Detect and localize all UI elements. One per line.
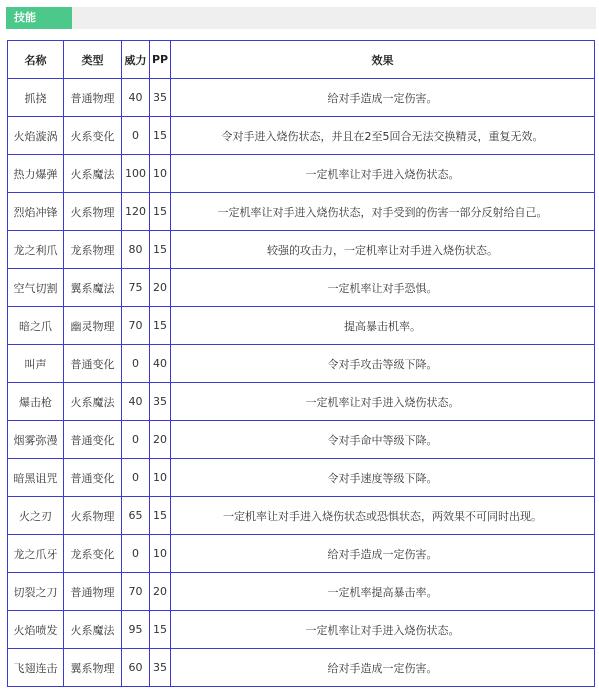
skill-type-cell: 龙系物理 (64, 231, 122, 269)
skill-power-cell: 0 (122, 117, 150, 155)
skill-power-cell: 120 (122, 193, 150, 231)
skill-type-cell: 普通物理 (64, 573, 122, 611)
skill-effect-cell: 令对手命中等级下降。 (171, 421, 595, 459)
skill-power-cell: 70 (122, 573, 150, 611)
skill-power-cell: 70 (122, 307, 150, 345)
skill-name-cell: 火之刃 (8, 497, 64, 535)
skill-effect-cell: 较强的攻击力，一定机率让对手进入烧伤状态。 (171, 231, 595, 269)
skill-type-cell: 火系魔法 (64, 611, 122, 649)
skill-type-cell: 普通变化 (64, 421, 122, 459)
skill-pp-cell: 15 (150, 193, 171, 231)
skill-power-cell: 0 (122, 421, 150, 459)
skill-name-cell: 抓挠 (8, 79, 64, 117)
skill-name-cell: 烟雾弥漫 (8, 421, 64, 459)
table-row (8, 193, 595, 231)
table-row (8, 383, 595, 421)
skill-effect-cell: 令对手攻击等级下降。 (171, 345, 595, 383)
skill-type-cell: 幽灵物理 (64, 307, 122, 345)
skill-name-cell: 空气切割 (8, 269, 64, 307)
table-row (8, 649, 595, 687)
skill-name-cell: 火焰漩涡 (8, 117, 64, 155)
skill-effect-cell: 给对手造成一定伤害。 (171, 649, 595, 687)
skill-pp-cell: 20 (150, 573, 171, 611)
skill-power-cell: 60 (122, 649, 150, 687)
section-title: 技能 (6, 7, 72, 29)
skill-effect-cell: 令对手速度等级下降。 (171, 459, 595, 497)
skill-name-cell: 爆击枪 (8, 383, 64, 421)
table-row (8, 79, 595, 117)
skill-type-cell: 火系物理 (64, 193, 122, 231)
skill-name-cell: 切裂之刀 (8, 573, 64, 611)
skill-name-cell: 暗黑诅咒 (8, 459, 64, 497)
skill-type-cell: 普通物理 (64, 79, 122, 117)
skill-type-cell: 翼系魔法 (64, 269, 122, 307)
skill-effect-cell: 提高暴击机率。 (171, 307, 595, 345)
table-row (8, 155, 595, 193)
skill-pp-cell: 15 (150, 611, 171, 649)
skill-effect-cell: 一定机率让对手进入烧伤状态。 (171, 611, 595, 649)
skill-type-cell: 火系魔法 (64, 383, 122, 421)
skills-table (7, 40, 595, 687)
skill-power-cell: 95 (122, 611, 150, 649)
table-header-row (8, 41, 595, 79)
column-header-name: 名称 (8, 41, 64, 79)
skill-power-cell: 40 (122, 79, 150, 117)
skill-pp-cell: 10 (150, 155, 171, 193)
skill-name-cell: 飞翅连击 (8, 649, 64, 687)
skill-pp-cell: 20 (150, 421, 171, 459)
table-row (8, 345, 595, 383)
skill-power-cell: 75 (122, 269, 150, 307)
skill-name-cell: 热力爆弹 (8, 155, 64, 193)
skill-power-cell: 40 (122, 383, 150, 421)
skill-effect-cell: 一定机率让对手进入烧伤状态，对手受到的伤害一部分反射给自己。 (171, 193, 595, 231)
skill-effect-cell: 一定机率让对手进入烧伤状态。 (171, 155, 595, 193)
skill-pp-cell: 40 (150, 345, 171, 383)
table-row (8, 421, 595, 459)
skill-pp-cell: 20 (150, 269, 171, 307)
skill-pp-cell: 15 (150, 231, 171, 269)
table-row (8, 307, 595, 345)
column-header-effect: 效果 (171, 41, 595, 79)
skill-type-cell: 普通变化 (64, 459, 122, 497)
column-header-type: 类型 (64, 41, 122, 79)
table-row (8, 459, 595, 497)
skill-type-cell: 翼系物理 (64, 649, 122, 687)
skill-pp-cell: 35 (150, 383, 171, 421)
skill-effect-cell: 一定机率让对手恐惧。 (171, 269, 595, 307)
skill-name-cell: 火焰喷发 (8, 611, 64, 649)
skill-pp-cell: 15 (150, 497, 171, 535)
column-header-power: 威力 (122, 41, 150, 79)
column-header-pp: PP (150, 41, 171, 79)
table-row (8, 231, 595, 269)
section-header-bar (6, 7, 596, 29)
skill-pp-cell: 15 (150, 307, 171, 345)
skill-name-cell: 叫声 (8, 345, 64, 383)
skill-pp-cell: 10 (150, 459, 171, 497)
table-row (8, 269, 595, 307)
skill-type-cell: 火系魔法 (64, 155, 122, 193)
skill-type-cell: 火系变化 (64, 117, 122, 155)
table-row (8, 611, 595, 649)
table-row (8, 497, 595, 535)
skill-pp-cell: 10 (150, 535, 171, 573)
skill-effect-cell: 一定机率让对手进入烧伤状态或恐惧状态，两效果不可同时出现。 (171, 497, 595, 535)
skill-power-cell: 0 (122, 535, 150, 573)
skill-power-cell: 80 (122, 231, 150, 269)
skill-effect-cell: 令对手进入烧伤状态，并且在2至5回合无法交换精灵，重复无效。 (171, 117, 595, 155)
skill-type-cell: 火系物理 (64, 497, 122, 535)
table-row (8, 573, 595, 611)
skill-power-cell: 100 (122, 155, 150, 193)
skill-power-cell: 0 (122, 459, 150, 497)
skill-type-cell: 普通变化 (64, 345, 122, 383)
skill-effect-cell: 给对手造成一定伤害。 (171, 535, 595, 573)
skill-name-cell: 烈焰冲锋 (8, 193, 64, 231)
skill-pp-cell: 35 (150, 79, 171, 117)
skill-power-cell: 65 (122, 497, 150, 535)
skill-pp-cell: 15 (150, 117, 171, 155)
skill-effect-cell: 一定机率提高暴击率。 (171, 573, 595, 611)
skill-name-cell: 龙之爪牙 (8, 535, 64, 573)
skill-effect-cell: 给对手造成一定伤害。 (171, 79, 595, 117)
skill-power-cell: 0 (122, 345, 150, 383)
skill-pp-cell: 35 (150, 649, 171, 687)
skill-name-cell: 暗之爪 (8, 307, 64, 345)
table-row (8, 535, 595, 573)
skill-name-cell: 龙之利爪 (8, 231, 64, 269)
table-row (8, 117, 595, 155)
skill-type-cell: 龙系变化 (64, 535, 122, 573)
skill-effect-cell: 一定机率让对手进入烧伤状态。 (171, 383, 595, 421)
